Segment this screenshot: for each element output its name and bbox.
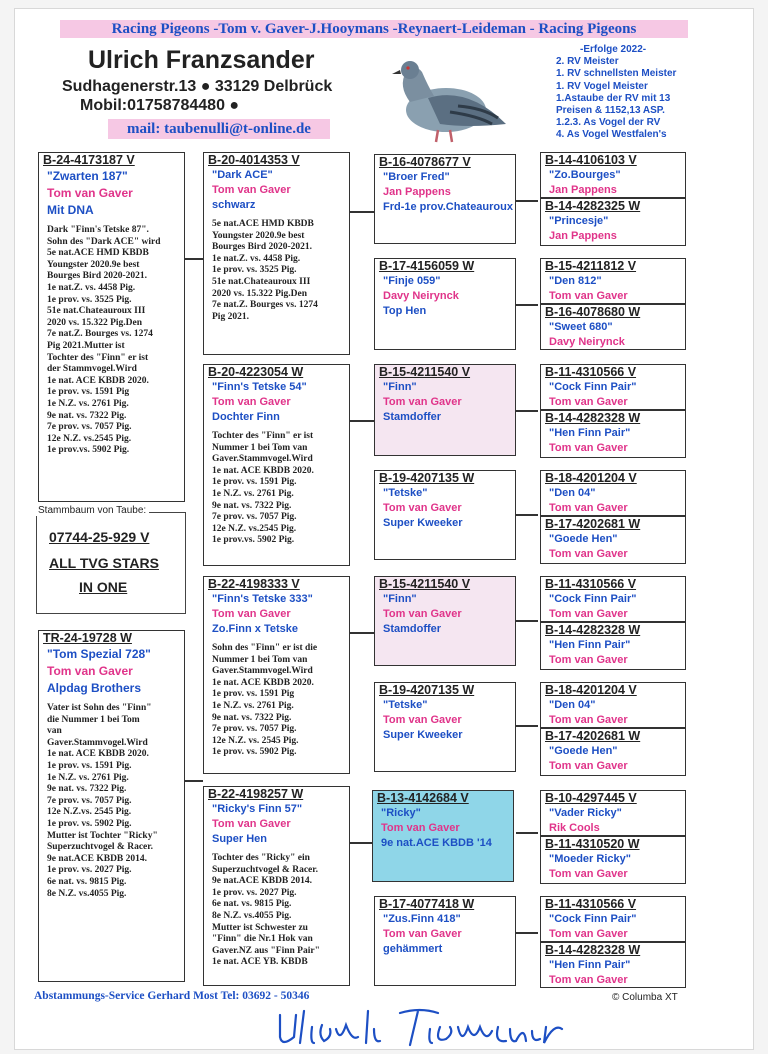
pigeon-name: "Finje 059": [383, 275, 441, 287]
subject-ring-number: 07744-25-929 V: [49, 529, 150, 545]
note-line: 1e nat. ACE YB. KBDB: [212, 957, 308, 968]
note-line: Youngster 2020.9e best: [47, 259, 140, 270]
pigeon-name: "Hen Finn Pair": [549, 427, 631, 439]
pedigree-gen4-card: [540, 198, 686, 246]
subject-title: ALL TVG STARS: [49, 555, 159, 571]
pigeon-name: "Zwarten 187": [47, 169, 128, 183]
pigeon-name: "Tom Spezial 728": [47, 647, 151, 661]
breeder-name: Tom van Gaver: [549, 974, 628, 986]
note-line: 1e prov. vs. 3525 Pig.: [212, 265, 297, 276]
ring-number: B-14-4106103 V: [545, 153, 637, 167]
note-line: 7e nat.Z. Bourges vs. 1274: [47, 329, 153, 340]
pigeon-name: "Finn": [383, 381, 417, 393]
pigeon-illustration: [388, 46, 514, 148]
note-line: 1e nat.Z. vs. 4458 Pig.: [212, 253, 301, 264]
note-line: 7e prov. vs. 7057 Pig.: [47, 422, 132, 433]
note-line: Bourges Bird 2020-2021.: [212, 242, 313, 253]
pigeon-remark: Super Hen: [212, 833, 268, 845]
note-line: 1e prov. vs. 1591 Pig.: [47, 760, 132, 771]
achievement-item: 1.Astaube der RV mit 13: [556, 92, 671, 104]
pigeon-remark: gehämmert: [383, 943, 443, 955]
achievements-list: [556, 44, 716, 142]
note-line: Pig 2021.Mutter ist: [47, 340, 125, 351]
note-line: Youngster 2020.9e best: [212, 230, 305, 241]
note-line: 9e nat. vs. 7322 Pig.: [212, 712, 292, 723]
breeder-name: Tom van Gaver: [549, 714, 628, 726]
pedigree-gen4-card: [540, 728, 686, 776]
note-line: 1e prov. vs. 2027 Pig.: [212, 887, 297, 898]
note-line: der Stammvogel.Wird: [47, 364, 137, 375]
pedigree-granddam-maternal: [203, 786, 350, 986]
pigeon-name: "Ricky's Finn 57": [212, 803, 303, 815]
ring-number: B-15-4211540 V: [379, 365, 471, 379]
pigeon-remark: Stamdoffer: [383, 411, 442, 423]
breeder-name: Tom van Gaver: [549, 868, 628, 880]
owner-email: mail: taubenulli@t-online.de: [108, 119, 330, 139]
ring-number: TR-24-19728 W: [43, 631, 132, 645]
note-line: 7e prov. vs. 7057 Pig.: [212, 512, 297, 523]
note-line: 9e nat.ACE KBDB 2014.: [47, 853, 148, 864]
ring-number: B-19-4207135 W: [379, 471, 475, 485]
ring-number: B-11-4310566 V: [545, 365, 637, 379]
pigeon-remark: Top Hen: [383, 305, 427, 317]
note-line: 5e nat.ACE HMD KBDB: [47, 248, 149, 259]
ring-number: B-17-4156059 W: [379, 259, 475, 273]
pigeon-remark: Zo.Finn x Tetske: [212, 623, 298, 635]
pedigree-grandsire-paternal: [203, 152, 350, 355]
note-line: die Nummer 1 bei Tom: [47, 714, 140, 725]
copyright-notice: © Columba XT: [612, 992, 678, 1003]
breeder-name: Davy Neirynck: [383, 290, 459, 302]
note-line: 9e nat. vs. 7322 Pig.: [212, 500, 292, 511]
note-line: 1e prov. vs. 5902 Pig.: [212, 747, 297, 758]
pigeon-name: "Goede Hen": [549, 533, 618, 545]
breeder-name: Tom van Gaver: [549, 396, 628, 408]
ring-number: B-16-4078680 W: [545, 305, 641, 319]
note-line: Pig 2021.: [212, 311, 249, 322]
pedigree-dam: [38, 630, 185, 982]
breeder-name: Tom van Gaver: [549, 442, 628, 454]
note-line: 51e nat.Chateauroux III: [212, 276, 311, 287]
pigeon-name: "Princesje": [549, 215, 609, 227]
ring-number: B-17-4202681 W: [545, 517, 641, 531]
note-line: 1e prov. vs. 3525 Pig.: [47, 294, 132, 305]
pigeon-remark: 9e nat.ACE KBDB '14: [381, 837, 492, 849]
breeder-name: Tom van Gaver: [383, 502, 462, 514]
header-banner: Racing Pigeons -Tom v. Gaver-J.Hooymans -Reynaert-Leideman - Racing Pigeons: [60, 20, 688, 38]
ring-number: B-13-4142684 V: [377, 791, 469, 805]
note-line: 6e nat. vs. 9815 Pig.: [47, 876, 127, 887]
pigeon-remark: Frd-1e prov.Chateauroux: [383, 201, 513, 213]
achievements-title: -Erfolge 2022-: [580, 44, 647, 55]
achievement-item: 2. RV Meister: [556, 56, 619, 68]
note-line: 2020 vs. 15.322 Pig.Den: [212, 288, 307, 299]
pedigree-grandsire-maternal: [203, 576, 350, 774]
ring-number: B-20-4014353 V: [208, 153, 300, 167]
note-line: Gaver.Stammvogel.Wird: [212, 666, 313, 677]
note-line: 7e prov. vs. 7057 Pig.: [212, 724, 297, 735]
breeder-name: Tom van Gaver: [381, 822, 460, 834]
breeder-name: Tom van Gaver: [212, 184, 291, 196]
note-line: 1e nat. ACE KBDB 2020.: [47, 749, 149, 760]
ring-number: B-14-4282328 W: [545, 411, 641, 425]
pigeon-name: "Finn's Tetske 54": [212, 381, 307, 393]
breeder-name: Tom van Gaver: [212, 608, 291, 620]
breeder-name: Tom van Gaver: [549, 290, 628, 302]
note-line: 51e nat.Chateauroux III: [47, 306, 146, 317]
note-line: Nummer 1 bei Tom van: [212, 442, 308, 453]
ring-number: B-11-4310520 W: [545, 837, 640, 851]
pigeon-notes: [39, 697, 184, 900]
pedigree-gen3-card: [374, 154, 516, 244]
note-line: "Finn" die Nr.1 Hok van: [212, 934, 313, 945]
pigeon-name: "Zo.Bourges": [549, 169, 621, 181]
pigeon-remark: Dochter Finn: [212, 411, 280, 423]
ring-number: B-17-4077418 W: [379, 897, 475, 911]
note-line: Superzuchtvogel & Racer.: [47, 842, 153, 853]
note-line: Sohn des "Finn" er ist die: [212, 643, 318, 653]
breeder-name: Jan Pappens: [549, 230, 617, 242]
note-line: 1e prov. vs. 1591 Pig: [212, 689, 295, 700]
ring-number: B-22-4198257 W: [208, 787, 304, 801]
achievement-item: Preisen & 1152,13 ASP.: [556, 105, 665, 117]
pigeon-name: "Tetske": [383, 487, 428, 499]
note-line: 7e prov. vs. 7057 Pig.: [47, 795, 132, 806]
pigeon-name: "Cock Finn Pair": [549, 913, 637, 925]
ring-number: B-14-4282328 W: [545, 943, 641, 957]
pedigree-gen3-card: [374, 682, 516, 772]
pedigree-gen4-card: [540, 836, 686, 884]
pigeon-remark: Alpdag Brothers: [47, 681, 142, 695]
pigeon-name: "Sweet 680": [549, 321, 613, 333]
breeder-name: Tom van Gaver: [212, 396, 291, 408]
note-line: 1e prov.vs. 5902 Pig.: [212, 535, 295, 546]
pedigree-gen4-card: [540, 364, 686, 410]
pigeon-name: "Den 04": [549, 699, 596, 711]
note-line: Tochter des "Finn" er ist: [212, 431, 314, 441]
note-line: 1e N.Z. vs. 2761 Pig.: [47, 772, 129, 783]
note-line: Superzuchtvogel & Racer.: [212, 864, 318, 875]
pigeon-notes: [204, 425, 349, 547]
note-line: Tochter des "Finn" er ist: [47, 352, 149, 363]
pigeon-name: "Zus.Finn 418": [383, 913, 461, 925]
pedigree-gen4-card: [540, 622, 686, 670]
ring-number: B-19-4207135 W: [379, 683, 475, 697]
ring-number: B-11-4310566 V: [545, 897, 637, 911]
note-line: Gaver.NZ aus "Finn Pair": [212, 945, 320, 956]
owner-mobile: Mobil:01758784480 ●: [80, 97, 240, 114]
note-line: 1e prov. vs. 2027 Pig.: [47, 865, 132, 876]
pedigree-gen4-card: [540, 576, 686, 622]
pigeon-name: "Cock Finn Pair": [549, 593, 637, 605]
pigeon-name: "Goede Hen": [549, 745, 618, 757]
pigeon-name: "Finn": [383, 593, 417, 605]
pedigree-granddam-paternal: [203, 364, 350, 566]
note-line: Gaver.Stammvogel.Wird: [47, 737, 148, 748]
pigeon-remark: schwarz: [212, 199, 256, 211]
achievement-item: 1.2.3. As Vogel der RV: [556, 117, 661, 129]
note-line: 12e N.Z. vs.2545 Pig.: [47, 433, 132, 444]
note-line: 7e nat.Z. Bourges vs. 1274: [212, 300, 318, 311]
note-line: Bourges Bird 2020-2021.: [47, 271, 148, 282]
achievement-item: 1. RV Vogel Meister: [556, 80, 648, 92]
note-line: 1e nat.Z. vs. 4458 Pig.: [47, 282, 136, 293]
note-line: Vater ist Sohn des "Finn": [47, 703, 152, 713]
note-line: 5e nat.ACE HMD KBDB: [212, 219, 314, 229]
pigeon-name: "Tetske": [383, 699, 428, 711]
pigeon-remark: Super Kweeker: [383, 729, 463, 741]
pigeon-name: "Hen Finn Pair": [549, 639, 631, 651]
pedigree-gen4-card: [540, 682, 686, 728]
ring-number: B-15-4211812 V: [545, 259, 637, 273]
pigeon-name: "Dark ACE": [212, 169, 273, 181]
note-line: Dark "Finn's Tetske 87".: [47, 225, 149, 235]
note-line: Sohn des "Dark ACE" wird: [47, 236, 161, 247]
breeder-name: Tom van Gaver: [549, 760, 628, 772]
note-line: 1e nat. ACE KBDB 2020.: [212, 677, 314, 688]
note-line: 1e prov. vs. 1591 Pig.: [212, 477, 297, 488]
owner-address: Sudhagenerstr.13 ● 33129 Delbrück: [62, 78, 333, 95]
ring-number: B-16-4078677 V: [379, 155, 471, 169]
breeder-name: Tom van Gaver: [47, 664, 133, 678]
note-line: 1e prov. vs. 1591 Pig: [47, 387, 130, 398]
pedigree-gen3-card: [374, 576, 516, 666]
pigeon-notes: [204, 847, 349, 969]
note-line: 12e N.Z. vs.2545 Pig.: [212, 523, 297, 534]
pedigree-gen3-card: [372, 790, 514, 882]
handwritten-signature: [270, 1003, 570, 1053]
breeder-name: Jan Pappens: [383, 186, 451, 198]
service-footer: Abstammungs-Service Gerhard Most Tel: 03692 - 50346: [34, 990, 310, 1002]
note-line: 12e N.Z.vs. 2545 Pig.: [47, 807, 132, 818]
breeder-name: Tom van Gaver: [212, 818, 291, 830]
pedigree-gen4-card: [540, 304, 686, 350]
pedigree-gen4-card: [540, 790, 686, 836]
achievement-item: 1. RV schnellsten Meister: [556, 68, 677, 80]
breeder-name: Tom van Gaver: [383, 608, 462, 620]
note-line: 1e nat. ACE KBDB 2020.: [212, 465, 314, 476]
ring-number: B-14-4282328 W: [545, 623, 641, 637]
subject-label: Stammbaum von Taube:: [35, 505, 149, 516]
subject-subtitle: IN ONE: [79, 579, 128, 595]
breeder-name: Tom van Gaver: [549, 548, 628, 560]
note-line: 2020 vs. 15.322 Pig.Den: [47, 317, 142, 328]
ring-number: B-22-4198333 V: [208, 577, 300, 591]
ring-number: B-17-4202681 W: [545, 729, 641, 743]
pigeon-name: "Hen Finn Pair": [549, 959, 631, 971]
note-line: 1e prov. vs. 5902 Pig.: [47, 818, 132, 829]
note-line: 12e N.Z. vs. 2545 Pig.: [212, 735, 299, 746]
pigeon-name: "Cock Finn Pair": [549, 381, 637, 393]
pedigree-gen3-card: [374, 896, 516, 986]
ring-number: B-10-4297445 V: [545, 791, 637, 805]
breeder-name: Tom van Gaver: [383, 928, 462, 940]
note-line: Mutter ist Schwester zu: [212, 922, 308, 933]
note-line: van: [47, 726, 62, 737]
note-line: 8e N.Z. vs.4055 Pig.: [212, 910, 292, 921]
breeder-name: Tom van Gaver: [383, 714, 462, 726]
pedigree-gen3-card: [374, 364, 516, 456]
pedigree-gen4-card: [540, 152, 686, 198]
pedigree-gen3-card: [374, 470, 516, 560]
note-line: 1e N.Z. vs. 2761 Pig.: [212, 700, 294, 711]
note-line: Nummer 1 bei Tom van: [212, 654, 308, 665]
pigeon-name: "Ricky": [381, 807, 421, 819]
pedigree-subject: [36, 505, 186, 614]
pigeon-notes: [39, 219, 184, 457]
note-line: 1e prov.vs. 5902 Pig.: [47, 445, 130, 456]
pigeon-name: "Den 812": [549, 275, 602, 287]
pigeon-name: "Moeder Ricky": [549, 853, 631, 865]
pigeon-name: "Finn's Tetske 333": [212, 593, 313, 605]
note-line: Mutter ist Tochter "Ricky": [47, 830, 158, 841]
pedigree-gen3-card: [374, 258, 516, 350]
breeder-name: Tom van Gaver: [549, 928, 628, 940]
pedigree-gen4-card: [540, 942, 686, 988]
pigeon-notes: [204, 213, 349, 323]
pigeon-remark: Super Kweeker: [383, 517, 463, 529]
ring-number: B-18-4201204 V: [545, 471, 637, 485]
pedigree-gen4-card: [540, 516, 686, 564]
note-line: Tochter des "Ricky" ein: [212, 853, 310, 863]
pedigree-gen4-card: [540, 258, 686, 304]
pedigree-gen4-card: [540, 470, 686, 516]
note-line: Gaver.Stammvogel.Wird: [212, 454, 313, 465]
ring-number: B-18-4201204 V: [545, 683, 637, 697]
pedigree-gen4-card: [540, 410, 686, 458]
pedigree-sire: [38, 152, 185, 502]
pigeon-name: "Den 04": [549, 487, 596, 499]
owner-name: Ulrich Franzsander: [88, 46, 315, 74]
breeder-name: Tom van Gaver: [383, 396, 462, 408]
note-line: 9e nat. vs. 7322 Pig.: [47, 784, 127, 795]
note-line: 9e nat.ACE KBDB 2014.: [212, 876, 313, 887]
pigeon-name: "Broer Fred": [383, 171, 450, 183]
pigeon-remark: Mit DNA: [47, 203, 94, 217]
note-line: 6e nat. vs. 9815 Pig.: [212, 899, 292, 910]
achievement-item: 4. As Vogel Westfalen's: [556, 129, 667, 141]
pigeon-notes: [204, 637, 349, 759]
note-line: 1e nat. ACE KBDB 2020.: [47, 375, 149, 386]
note-line: 1e N.Z. vs. 2761 Pig.: [47, 398, 129, 409]
breeder-name: Jan Pappens: [549, 184, 617, 196]
note-line: 9e nat. vs. 7322 Pig.: [47, 410, 127, 421]
breeder-name: Davy Neirynck: [549, 336, 625, 348]
note-line: 8e N.Z. vs.4055 Pig.: [47, 888, 127, 899]
breeder-name: Tom van Gaver: [549, 608, 628, 620]
breeder-name: Tom van Gaver: [549, 502, 628, 514]
ring-number: B-15-4211540 V: [379, 577, 471, 591]
ring-number: B-20-4223054 W: [208, 365, 304, 379]
breeder-name: Tom van Gaver: [549, 654, 628, 666]
ring-number: B-14-4282325 W: [545, 199, 641, 213]
note-line: 1e N.Z. vs. 2761 Pig.: [212, 488, 294, 499]
ring-number: B-24-4173187 V: [43, 153, 135, 167]
pigeon-remark: Stamdoffer: [383, 623, 442, 635]
pigeon-name: "Vader Ricky": [549, 807, 622, 819]
pedigree-gen4-card: [540, 896, 686, 942]
breeder-name: Tom van Gaver: [47, 186, 133, 200]
ring-number: B-11-4310566 V: [545, 577, 637, 591]
breeder-name: Rik Cools: [549, 822, 600, 834]
